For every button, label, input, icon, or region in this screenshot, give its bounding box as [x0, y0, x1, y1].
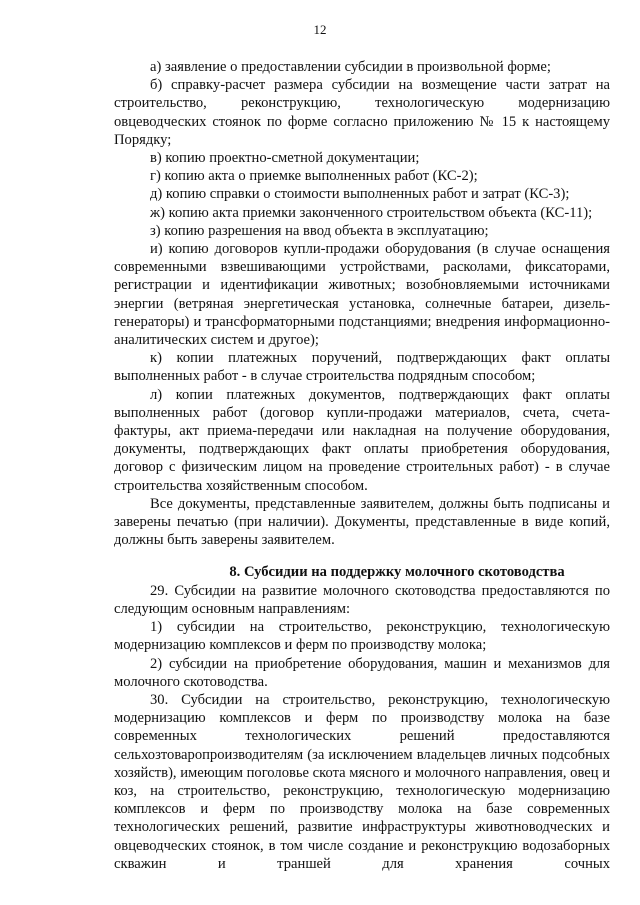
paragraph-item-l: л) копии платежных документов, подтверждающих факт оплаты выполненных работ (договор купли-продажи материалов, счета, счета-фактуры, акт приема-передачи или накладная на получение оборудования, документы, подтверждающих факт оплаты приобретения оборудования, договор с физическим лицом на проведение строительных работ) - в случае строительства хозяйственным способом.: [114, 386, 610, 494]
paragraph-29-item-2: 2) субсидии на приобретение оборудования, машин и механизмов для молочного скотоводства.: [114, 655, 610, 690]
paragraph-item-a: а) заявление о предоставлении субсидии в произвольной форме;: [150, 59, 551, 75]
document-body: [114, 58, 610, 873]
paragraph-30: 30. Субсидии на строительство, реконструкцию, технологическую модернизацию комплексов и ферм по производству молока на базе современных технологических решений предоставляются сельхозтоваропроизводителям (за исключением владельцев личных подсобных хозяйств), имеющим поголовье скота мясного и молочного направления, овец и коз, на строительство, реконструкцию, технологическую модернизацию комплексов и ферм по производству молока на базе современных технологических решений, развитие инфраструктуры животноводческих и овцеводческих стоянок, в том числе создание и реконструкцию водозаборных скважин и траншей для хранения сочных: [114, 691, 611, 872]
paragraph-29-item-1: 1) субсидии на строительство, реконструкцию, технологическую модернизацию комплексов и ферм по производству молока;: [114, 619, 610, 654]
paragraph-item-zh: ж) копию акта приемки законченного строительством объекта (КС-11);: [150, 204, 593, 221]
paragraph-documents-signed: Все документы, представленные заявителем, должны быть подписаны и заверены печатью (при наличии). Документы, представленные в виде копий, должны быть заверены заявителем.: [114, 495, 610, 549]
paragraph-item-d: д) копию справки о стоимости выполненных работ и затрат (КС-3);: [150, 186, 570, 203]
paragraph-item-g: г) копию акта о приемке выполненных работ (КС-2);: [150, 168, 478, 185]
page-number: 12: [313, 22, 327, 37]
paragraph-item-v: в) копию проектно-сметной документации;: [150, 150, 420, 167]
paragraph-item-i: и) копию договоров купли-продажи оборудования (в случае оснащения современными взвешивающими устройствами, расколами, фиксаторами, регистрации и идентификации животных; возобновляемыми источниками энергии (ветряная энергетическая установка, солнечные батареи, дизель-генераторы) и трансформаторными подстанциями; внедрения информационно-аналитических систем и другое);: [114, 241, 610, 349]
paragraph-item-b: б) справку-расчет размера субсидии на возмещение части затрат на строительство, реконструкцию, технологическую модернизацию овцеводческих стоянок по форме согласно приложению № 15 к настоящему Порядку;: [114, 77, 610, 148]
paragraph-29: 29. Субсидии на развитие молочного скотоводства предоставляются по следующим основным направлениям:: [114, 582, 610, 617]
section-heading: 8. Субсидии на поддержку молочного скотоводства: [229, 564, 565, 581]
paragraph-item-z: з) копию разрешения на ввод объекта в эксплуатацию;: [150, 222, 489, 239]
paragraph-item-k: к) копии платежных поручений, подтверждающих факт оплаты выполненных работ - в случае строительства подрядным способом;: [114, 350, 610, 385]
